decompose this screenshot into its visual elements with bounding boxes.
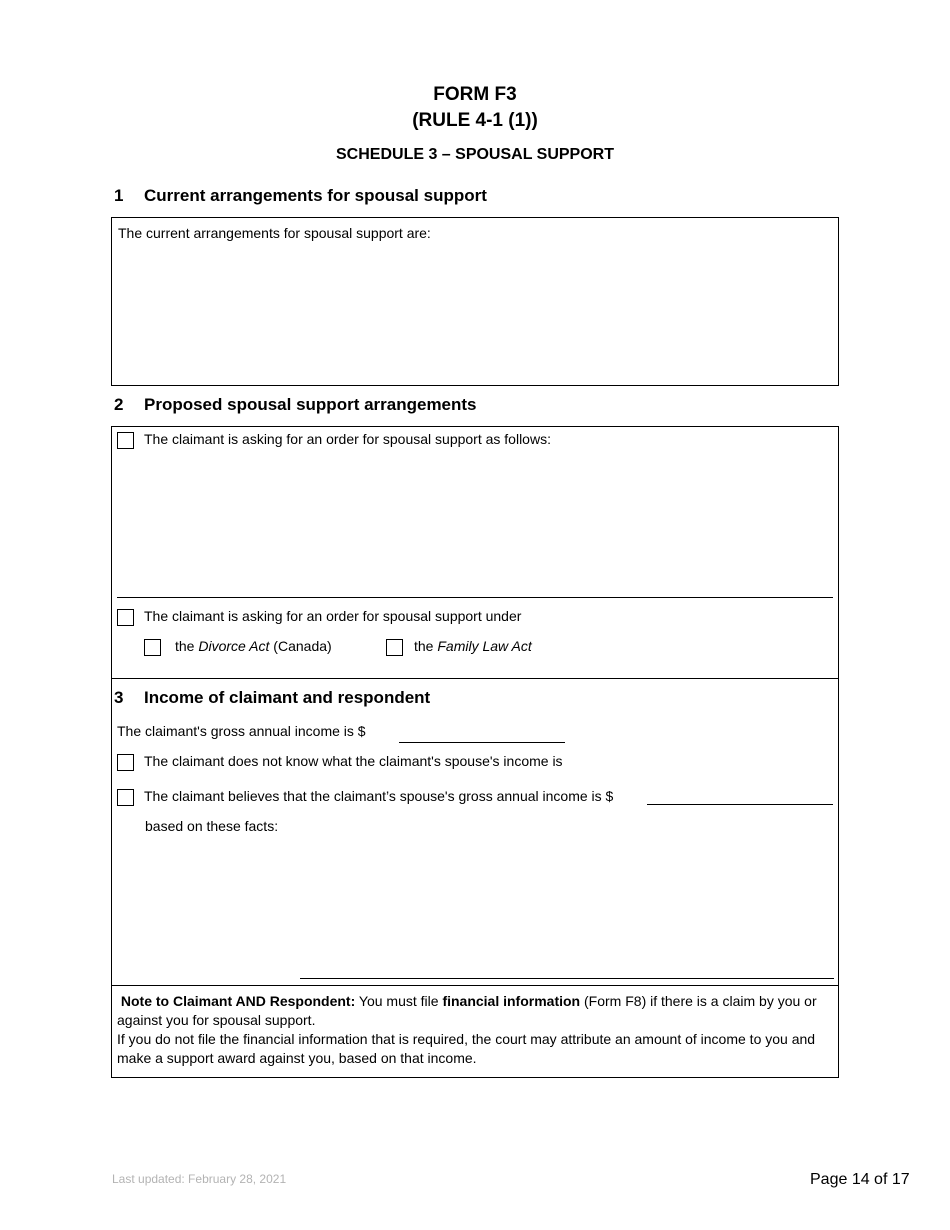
spouse-income-line [647, 804, 833, 805]
section-1-title: Current arrangements for spousal support [144, 186, 487, 205]
note-paragraph-2: If you do not file the financial information that is required, the court may attribute an amount of income to you and make a support award against you, based on that income. [117, 1031, 816, 1066]
note-financial-information: financial information [442, 993, 581, 1009]
facts-field[interactable] [145, 840, 833, 975]
form-title: FORM F3 [433, 84, 517, 105]
divorce-act-label [175, 638, 332, 654]
believes-label: The claimant believes that the claimant’s spouse's gross annual income is $ [144, 788, 614, 804]
divorce-act-prefix: the [175, 638, 199, 654]
facts-line-1 [300, 978, 834, 979]
believes-checkbox[interactable] [117, 789, 134, 806]
family-law-act-name: Family Law Act [437, 638, 532, 654]
schedule-title: SCHEDULE 3 – SPOUSAL SUPPORT [336, 146, 614, 163]
note-block [117, 992, 833, 1068]
section-2-number: 2 [114, 395, 124, 414]
order-details-field[interactable] [117, 455, 832, 595]
divorce-act-checkbox[interactable] [144, 639, 161, 656]
not-know-label: The claimant does not know what the claimant's spouse's income is [144, 753, 563, 769]
note-text-2: (Form F8) if there is a claim by you or against you for spousal support. [117, 993, 817, 1028]
spouse-income-field[interactable] [647, 785, 833, 805]
family-law-act-label [414, 638, 532, 654]
section-2-title: Proposed spousal support arrangements [144, 395, 477, 414]
order-as-follows-checkbox[interactable] [117, 432, 134, 449]
order-details-divider [117, 597, 833, 598]
last-updated: Last updated: February 28, 2021 [112, 1172, 287, 1186]
claimant-income-line [399, 742, 565, 743]
section-3-divider [111, 678, 839, 679]
section-3-heading [114, 688, 430, 708]
divorce-act-name: Divorce Act [198, 638, 270, 654]
page-number: Page 14 of 17 [810, 1171, 910, 1188]
family-law-act-prefix: the [414, 638, 438, 654]
form-rule: (RULE 4-1 (1)) [412, 110, 538, 131]
family-law-act-checkbox[interactable] [386, 639, 403, 656]
note-divider [111, 985, 839, 986]
note-text-1: You must file [355, 993, 443, 1009]
order-as-follows-label: The claimant is asking for an order for spousal support as follows: [144, 431, 551, 447]
section-3-title: Income of claimant and respondent [144, 688, 431, 707]
not-know-checkbox[interactable] [117, 754, 134, 771]
current-arrangements-box[interactable] [111, 217, 839, 386]
note-paragraph-1 [117, 992, 833, 1030]
order-under-label: The claimant is asking for an order for spousal support under [144, 608, 522, 624]
claimant-income-field[interactable] [399, 722, 565, 742]
section-1-heading [114, 186, 487, 206]
note-label: Note to Claimant AND Respondent: [120, 993, 356, 1009]
section-1-number: 1 [114, 186, 124, 205]
divorce-act-suffix: (Canada) [269, 638, 332, 654]
section-3-number: 3 [114, 688, 124, 707]
order-under-checkbox[interactable] [117, 609, 134, 626]
based-on-label: based on these facts: [145, 818, 279, 834]
section-2-heading [114, 395, 477, 415]
current-arrangements-label: The current arrangements for spousal support are: [118, 225, 431, 241]
claimant-income-label: The claimant's gross annual income is $ [117, 723, 366, 739]
